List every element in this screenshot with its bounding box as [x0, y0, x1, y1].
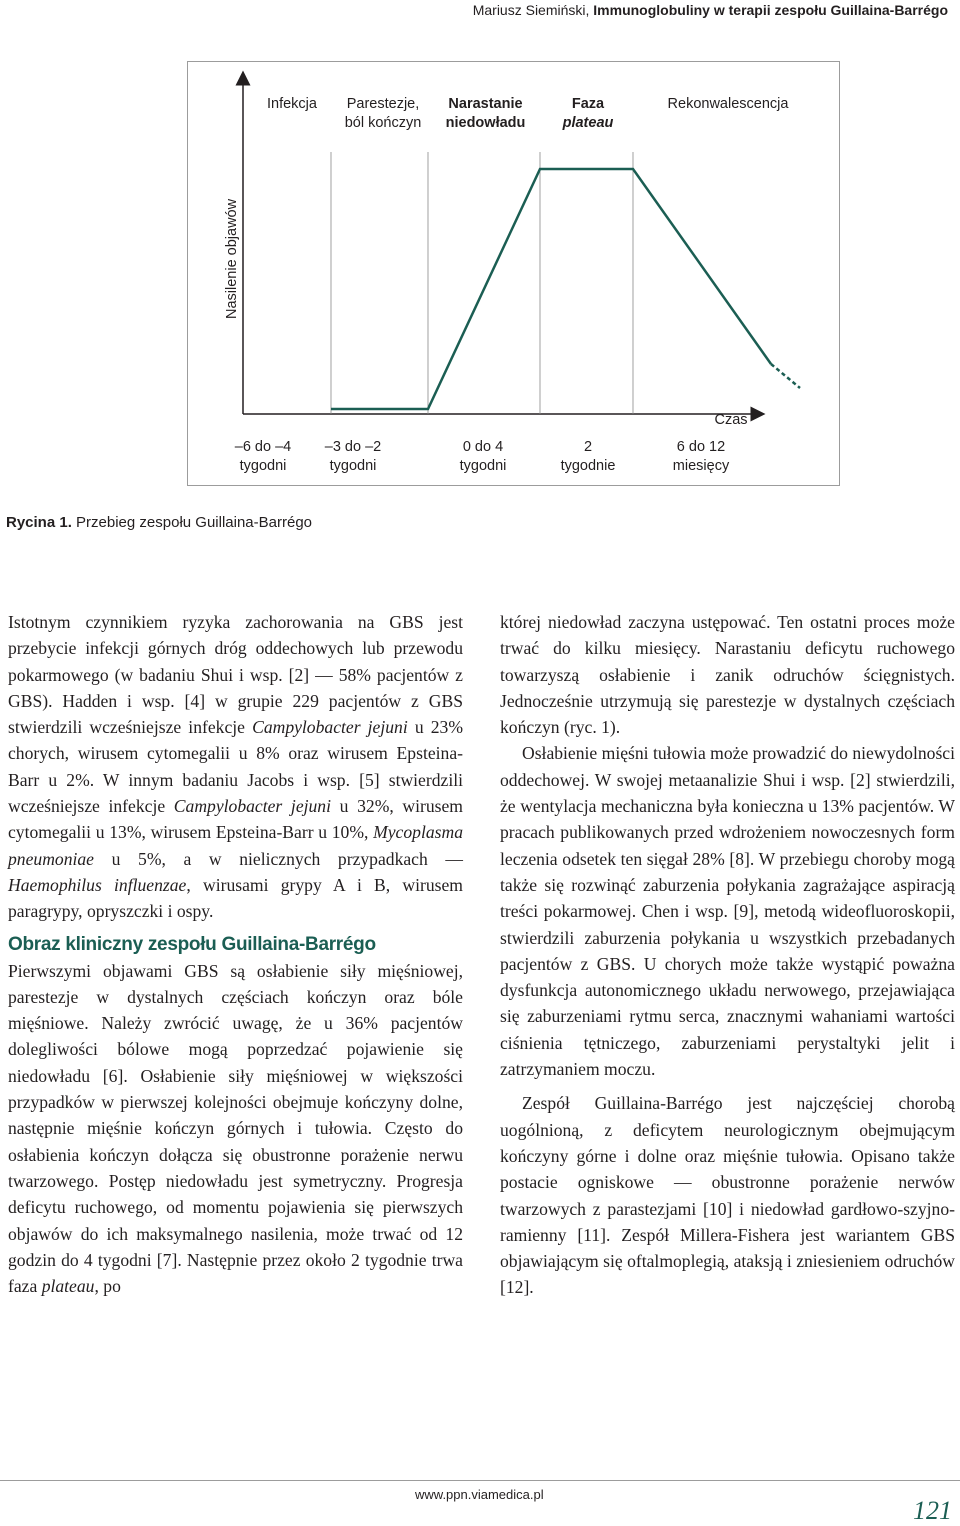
text-column-left [8, 609, 463, 1299]
footer-url: www.ppn.viamedica.pl [415, 1487, 544, 1502]
phase-label: Narastanie niedowładu [445, 96, 526, 131]
phase-label: Rekonwalescencja [667, 96, 789, 112]
phase-label: Faza plateau [562, 96, 614, 131]
x-tick-label: –6 do –4 tygodni [234, 439, 292, 474]
section-heading: Obraz kliniczny zespołu Guillaina-Barrégo [8, 933, 376, 955]
paragraph: Zespół Guillaina-Barrégo jest najczęściej chorobą uogólnioną, z deficytem neurologicznym obejmującym kończyny górne i dolne oraz mięśnie tułowia. Opisano także postacie ogniskowe — obustronne porażenie nerwów twarzowych z parastezjami [10] i niedowład gardłowo-szyjno-ramienny [11]. Zespół Millera-Fishera jest wariantem GBS objawiającym się oftalmoplegią, ataksją i zniesieniem odruchów [12]. [500, 1093, 955, 1298]
header-title: Immunoglobuliny w terapii zespołu Guillaina-Barrégo [593, 2, 948, 18]
x-tick-label: 0 do 4 tygodni [459, 439, 507, 474]
page-number: 121 [913, 1496, 952, 1525]
symptom-curve [331, 169, 771, 409]
paragraph: Istotnym czynnikiem ryzyka zachorowania na GBS jest przebycie infekcji górnych dróg oddechowych lub przewodu pokarmowego (w badaniu Shui i wsp. [2] — 58% pacjentów z GBS). Hadden i wsp. [4] w grupie 229 pacjentów z GBS stwierdzili wcześniejsze infekcje Campylobacter jejuni u 23% chorych, wirusem cytomegalii u 8% oraz wirusem Epsteina-Barr u 2%. W innym badaniu Jacobs i wsp. [5] stwierdzili wcześniejsze infekcje Campylobacter jejuni u 32%, wirusem cytomegalii u 13%, wirusem Epsteina-Barr u 10%, Mycoplasma pneumoniae u 5%, a w nielicznych przypadkach — Haemophilus influenzae, wirusami grypy A i B, wirusem paragrypy, opryszczki i ospy. [8, 612, 463, 922]
x-tick-label: 2 tygodnie [560, 439, 616, 474]
phase-label: Infekcja [267, 96, 317, 112]
y-axis-label: Nasilenie objawów [224, 198, 240, 319]
phase-label: Parestezje, ból kończyn [344, 96, 422, 131]
paragraph: Osłabienie mięśni tułowia może prowadzić do niewydolności oddechowej. W swojej metaanalizie Shui i wsp. [2] stwierdzili, że wentylacja mechaniczna była konieczna u 13% pacjentów. W pracach publikowanych przed wdrożeniem nowoczesnych form leczenia odsetek ten sięgał 28% [8]. W przebiegu choroby mogą także się rozwinąć zaburzenia połykania zagrażające aspiracją treści pokarmowej. Chen i wsp. [9], metodą wideofluoroskopii, stwierdzili zaburzenia połykania u wszystkich przebadanych pacjentów z GBS. U chorych może także wystąpić poważna dysfunkcja autonomicznego układu nerwowego, przejawiająca się zaburzeniami rytmu serca, znacznymi wahaniami wartości ciśnienia tętniczego, zaburzeniami perystaltyki jelit i zatrzymaniem moczu. [500, 743, 955, 1080]
x-axis-label: Czas [714, 412, 748, 428]
footer-rule [0, 1480, 960, 1481]
paragraph: Pierwszymi objawami GBS są osłabienie siły mięśniowej, parestezje w dystalnych częściach kończyn oraz bóle mięśniowe. Należy zwrócić uwagę, że u 36% pacjentów dolegliwości bólowe mogą poprzedzać pojawienie się niedowładu [6]. Osłabienie siły mięśniowej w większości przypadków w pierwszej kolejności obejmuje kończyny dolne, następnie mięśnie kończyn górnych i tułowia. Często do osłabienia kończyn dołącza się obustronne porażenie nerwu twarzowego. Postęp niedowładu jest symetryczny. Progresja deficytu ruchowego, od momentu pojawienia się pierwszych objawów do ich maksymalnego nasilenia, może trwać od 12 godzin do 4 tygodni [7]. Następnie przez około 2 tygodnie trwa faza plateau, po [8, 960, 463, 1297]
x-tick-label: 6 do 12 miesięcy [672, 439, 730, 474]
running-header [473, 2, 948, 18]
x-tick-label: –3 do –2 tygodni [324, 439, 382, 474]
caption-text: Przebieg zespołu Guillaina-Barrégo [71, 514, 313, 531]
figure-caption [6, 514, 312, 531]
text-column-right [500, 609, 955, 1301]
symptom-curve-dashed [771, 364, 800, 388]
caption-label: Rycina 1. [6, 514, 72, 531]
header-author: Mariusz Siemiński, [472, 2, 594, 18]
figure-gbs-course [187, 61, 840, 486]
paragraph: której niedowład zaczyna ustępować. Ten ostatni proces może trwać do kilku miesięcy. Narastaniu deficytu ruchowego towarzyszą osłabienie i zanik odruchów ścięgnistych. Jednocześnie utrzymują się parestezje w dystalnych częściach kończyn (ryc. 1). [500, 612, 955, 738]
